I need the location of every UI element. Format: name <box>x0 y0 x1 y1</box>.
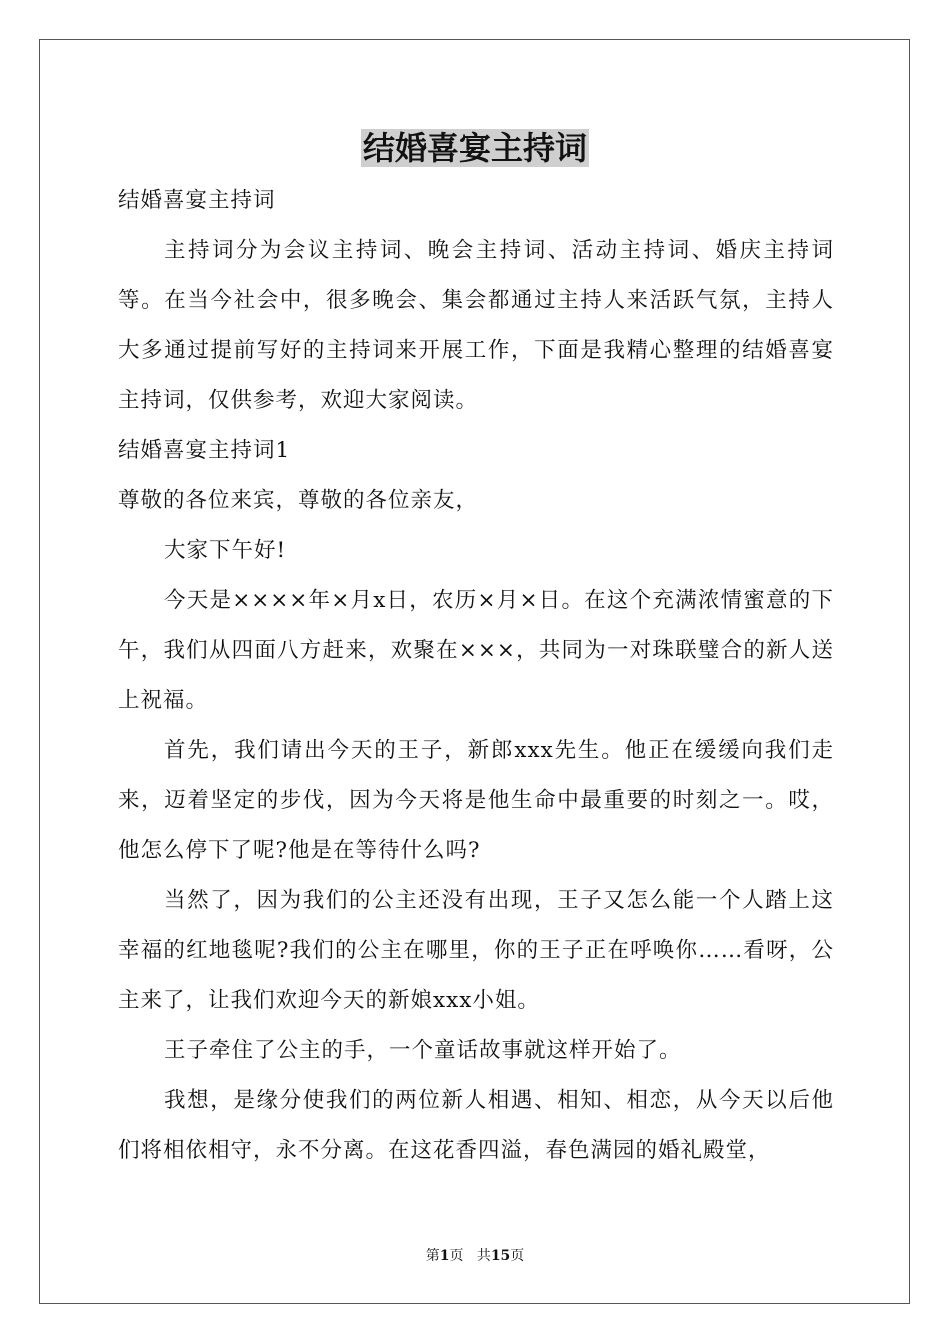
paragraph-section-heading: 结婚喜宴主持词1 <box>118 438 291 463</box>
paragraph-greeting: 大家下午好! <box>164 538 287 563</box>
page-prefix: 第 <box>425 1248 440 1264</box>
page-footer <box>0 1246 950 1266</box>
total-prefix: 共 <box>476 1248 491 1264</box>
document-title-text: 结婚喜宴主持词 <box>362 129 587 167</box>
paragraph-fairytale: 王子牵住了公主的手，一个童话故事就这样开始了。 <box>164 1038 682 1063</box>
paragraph-groom: 首先，我们请出今天的王子，新郎xxx先生。他正在缓缓向我们走来，迈着坚定的步伐，因为今天将是他生命中最重要的时刻之一。哎，他怎么停下了呢?他是在等待什么吗? <box>118 738 834 863</box>
total-pages: 15 <box>490 1248 511 1264</box>
document-title <box>0 126 950 170</box>
paragraph-salutation: 尊敬的各位来宾，尊敬的各位亲友， <box>118 488 479 513</box>
paragraph-date: 今天是××××年×月x日，农历×月×日。在这个充满浓情蜜意的下午，我们从四面八方赶来，欢聚在×××，共同为一对珠联璧合的新人送上祝福。 <box>118 588 834 713</box>
paragraph-intro: 主持词分为会议主持词、晚会主持词、活动主持词、婚庆主持词等。在当今社会中，很多晚会、集会都通过主持人来活跃气氛，主持人大多通过提前写好的主持词来开展工作，下面是我精心整理的结婚喜宴主持词，仅供参考，欢迎大家阅读。 <box>118 238 834 413</box>
paragraph-subtitle: 结婚喜宴主持词 <box>118 188 276 213</box>
total-suffix: 页 <box>510 1248 525 1264</box>
document-body <box>118 176 834 1176</box>
page-number: 1 <box>439 1248 450 1264</box>
paragraph-fate: 我想，是缘分使我们的两位新人相遇、相知、相恋，从今天以后他们将相依相守，永不分离。在这花香四溢，春色满园的婚礼殿堂， <box>118 1088 834 1163</box>
paragraph-bride: 当然了，因为我们的公主还没有出现，王子又怎么能一个人踏上这幸福的红地毯呢?我们的公主在哪里，你的王子正在呼唤你……看呀，公主来了，让我们欢迎今天的新娘xxx小姐。 <box>118 888 834 1013</box>
page-suffix: 页 <box>449 1248 464 1264</box>
